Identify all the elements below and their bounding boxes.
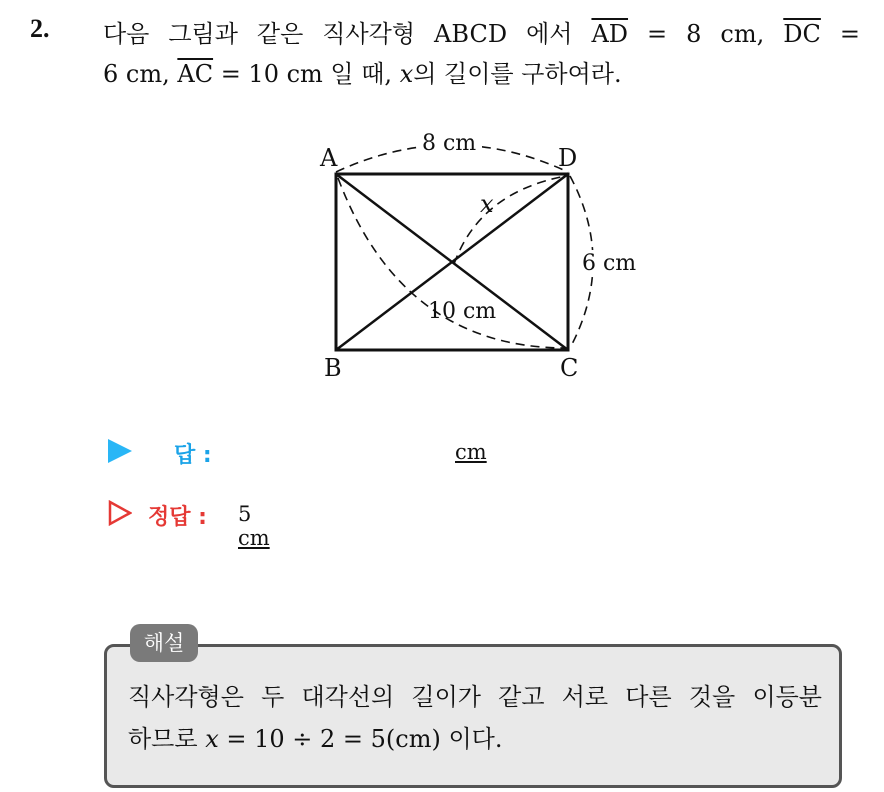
solution-text-part: = 10 ÷ 2 = 5(cm) 이다. bbox=[218, 725, 503, 753]
length-ad-label: 8 cm bbox=[422, 131, 477, 156]
rectangle-figure bbox=[310, 126, 650, 386]
solution-text bbox=[128, 676, 822, 760]
vertex-a-label: A bbox=[320, 144, 338, 172]
segment-ad: $\overline{AD}$ bbox=[591, 20, 629, 48]
correct-answer-value bbox=[238, 502, 270, 550]
vertex-c-label: C bbox=[560, 354, 579, 382]
question-text-part: 의 길이를 구하여라. bbox=[413, 60, 622, 88]
outline-arrow-icon bbox=[108, 500, 132, 532]
length-ac-label: 10 cm bbox=[428, 299, 497, 324]
play-arrow-icon bbox=[108, 439, 132, 463]
answer-unit: cm bbox=[238, 526, 270, 550]
question-text-part: 다음 그림과 같은 직사각형 ABCD 에서 bbox=[103, 20, 592, 48]
solution-variable-x: x bbox=[205, 725, 219, 753]
solution-line-1: 직사각형은 두 대각선의 길이가 같고 서로 다른 것을 이등분 bbox=[128, 683, 822, 711]
answer-unit-blank[interactable]: cm bbox=[455, 440, 487, 464]
solution-text-part: 하므로 bbox=[128, 725, 206, 753]
solution-line-2 bbox=[128, 718, 822, 760]
correct-answer-label: 정답 : bbox=[148, 505, 207, 530]
question-text-part: = 10 cm 일 때, bbox=[213, 60, 400, 88]
correct-answer-row bbox=[108, 500, 270, 550]
question-line-1 bbox=[103, 14, 860, 54]
x-label: x bbox=[480, 190, 494, 218]
question-number: 2. bbox=[30, 14, 50, 43]
question-text-part: = bbox=[820, 20, 860, 48]
solution-tab: 해설 bbox=[130, 624, 198, 662]
answer-number: 5 bbox=[238, 502, 252, 526]
answer-label: 답 : bbox=[174, 443, 212, 468]
rectangle-diagram bbox=[310, 126, 650, 386]
question-text bbox=[103, 14, 860, 94]
question-text-part: 6 cm, bbox=[103, 60, 178, 88]
vertex-d-label: D bbox=[558, 144, 578, 172]
variable-x: x bbox=[399, 60, 414, 88]
segment-dc: $\overline{DC}$ bbox=[783, 20, 821, 48]
length-dc-label: 6 cm bbox=[582, 251, 637, 276]
vertex-b-label: B bbox=[324, 354, 342, 382]
question-text-part: = 8 cm, bbox=[628, 20, 784, 48]
question-line-2 bbox=[103, 54, 860, 94]
segment-ac: $\overline{AC}$ bbox=[177, 60, 214, 88]
answer-row bbox=[108, 438, 487, 468]
